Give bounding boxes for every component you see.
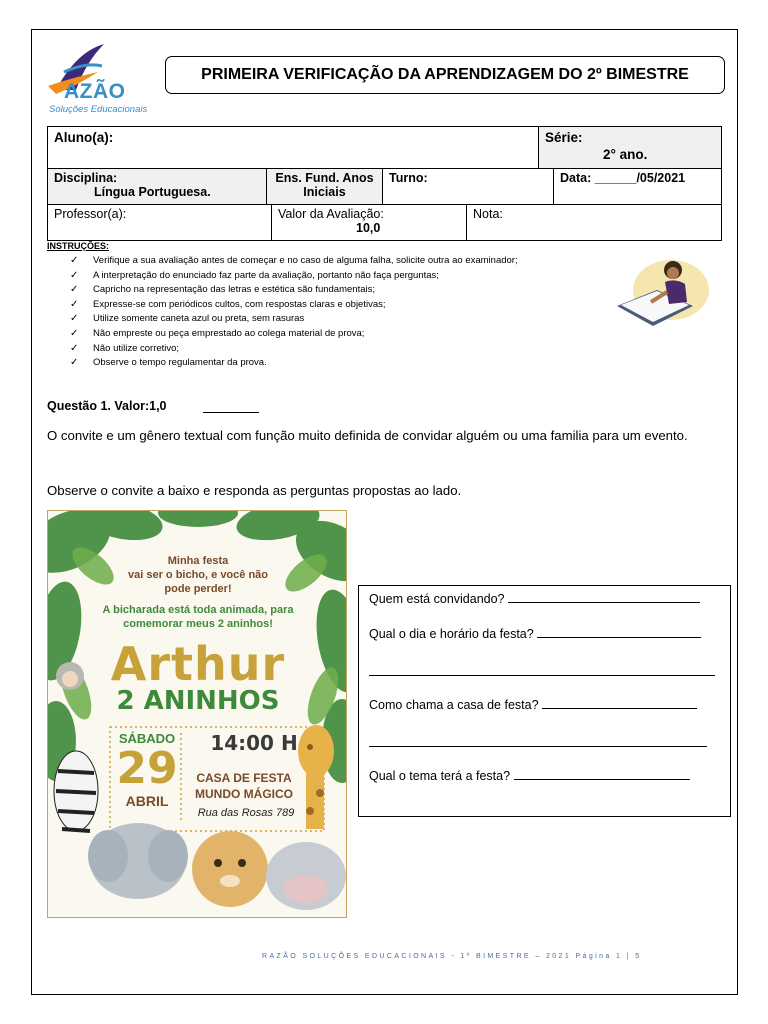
zebra-figure [54, 751, 98, 831]
check-icon: ✓ [70, 255, 79, 266]
invitation-card [47, 510, 347, 918]
question-score-blank[interactable] [203, 399, 259, 413]
invite-line-3: pode perder! [164, 583, 232, 595]
answer-q3-label: Como chama a casa de festa? [369, 698, 539, 712]
invite-name: Arthur [110, 637, 286, 691]
aluno-label: Aluno(a): [54, 130, 114, 145]
check-icon: ✓ [70, 342, 79, 354]
professor-cell[interactable] [47, 204, 272, 241]
instruction-item: ✓ Não utilize corretivo; [70, 342, 518, 357]
disciplina-value: Língua Portuguesa. [94, 185, 211, 199]
turno-cell[interactable] [382, 168, 554, 205]
invite-weekday: SÁBADO [118, 731, 176, 746]
lion-cub-figure [192, 831, 268, 907]
serie-cell[interactable] [538, 126, 722, 169]
logo-text: AZÃO [64, 80, 126, 103]
invite-line-5: comemorar meus 2 aninhos! [123, 618, 273, 630]
question-title: Questão 1. Valor:1,0 [47, 399, 167, 413]
instruction-item: ✓ Observe o tempo regulamentar da prova. [70, 356, 518, 371]
check-icon: ✓ [70, 357, 79, 369]
check-icon: ✓ [70, 298, 79, 310]
check-icon: ✓ [70, 284, 79, 296]
check-icon: ✓ [70, 327, 79, 339]
invite-line-4: A bicharada está toda animada, para [102, 604, 294, 616]
hippo-figure [266, 842, 346, 910]
instruction-item: ✓ Utilize somente caneta azul ou preta, sem rasuras [70, 312, 518, 327]
instructions-list [70, 254, 518, 371]
answer-q1-label: Quem está convidando? [369, 592, 505, 606]
answer-box [358, 585, 731, 817]
data-cell[interactable] [553, 168, 722, 205]
instruction-item: ✓ A interpretação do enunciado faz parte da avaliação, portanto não faça perguntas; [70, 269, 518, 284]
invite-venue-1: CASA DE FESTA [196, 771, 292, 785]
check-icon: ✓ [70, 313, 79, 325]
nota-label: Nota: [473, 207, 503, 221]
page-footer: RAZÃO SOLUÇÕES EDUCACIONAIS - 1º BIMESTRE – 2021 Página 1 | 5 [262, 953, 642, 960]
ensino-cell [266, 168, 383, 205]
data-label: Data: ______/05/2021 [560, 171, 686, 185]
question-paragraph-1: O convite e um gênero textual com função muito definida de convidar alguém ou uma familia para um evento. [47, 428, 688, 443]
answer-q2-label: Qual o dia e horário da festa? [369, 627, 534, 641]
invite-line-2: vai ser o bicho, e você não [128, 569, 268, 581]
ensino-line-2: Iniciais [303, 185, 346, 199]
turno-label: Turno: [389, 171, 428, 185]
valor-label: Valor da Avaliação: [278, 207, 384, 221]
check-icon: ✓ [70, 269, 79, 281]
instructions-title: INSTRUÇÕES: [47, 241, 110, 251]
page-title: PRIMEIRA VERIFICAÇÃO DA APRENDIZAGEM DO 2º BIMESTRE [165, 56, 725, 94]
answer-q4 [369, 769, 690, 783]
answer-q4-field[interactable] [514, 769, 690, 780]
student-writing-illustration [613, 256, 709, 334]
invite-age: 2 ANINHOS [116, 686, 280, 716]
answer-q3 [369, 698, 697, 712]
logo-subtitle: Soluções Educacionais [49, 104, 148, 115]
answer-q1-field[interactable] [508, 592, 700, 603]
disciplina-label: Disciplina: [54, 171, 118, 185]
instruction-item: ✓ Verifique a sua avaliação antes de começar e no caso de alguma falha, solicite outra ao examinador; [70, 254, 518, 269]
invite-day: 29 [116, 743, 178, 794]
valor-cell [271, 204, 467, 241]
answer-q3-field[interactable] [542, 698, 697, 709]
instruction-item: ✓ Não empreste ou peça emprestado ao colega material de prova; [70, 327, 518, 342]
serie-value: 2° ano. [603, 147, 648, 162]
invite-month: ABRIL [125, 793, 169, 809]
serie-label: Série: [545, 130, 583, 145]
valor-value: 10,0 [356, 221, 381, 235]
invite-venue-2: MUNDO MÁGICO [195, 787, 293, 801]
invite-address: Rua das Rosas 789 [197, 807, 295, 819]
question-paragraph-2: Observe o convite a baixo e responda as perguntas propostas ao lado. [47, 483, 462, 498]
answer-q3-extra-line[interactable] [369, 735, 707, 747]
nota-cell[interactable] [466, 204, 722, 241]
invite-time: 14:00 H [210, 731, 298, 755]
answer-q2 [369, 627, 701, 641]
invite-line-1: Minha festa [167, 555, 229, 567]
answer-q2-field[interactable] [537, 627, 701, 638]
aluno-cell[interactable] [47, 126, 539, 169]
instruction-item: ✓ Expresse-se com periódicos cultos, com respostas claras e objetivas; [70, 298, 518, 313]
disciplina-cell [47, 168, 267, 205]
instruction-item: ✓ Capricho na representação das letras e estética são fundamentais; [70, 283, 518, 298]
answer-q2-extra-line[interactable] [369, 664, 715, 676]
answer-q4-label: Qual o tema terá a festa? [369, 769, 511, 783]
answer-q1 [369, 592, 700, 606]
ensino-line-1: Ens. Fund. Anos [275, 171, 374, 185]
professor-label: Professor(a): [54, 207, 127, 221]
